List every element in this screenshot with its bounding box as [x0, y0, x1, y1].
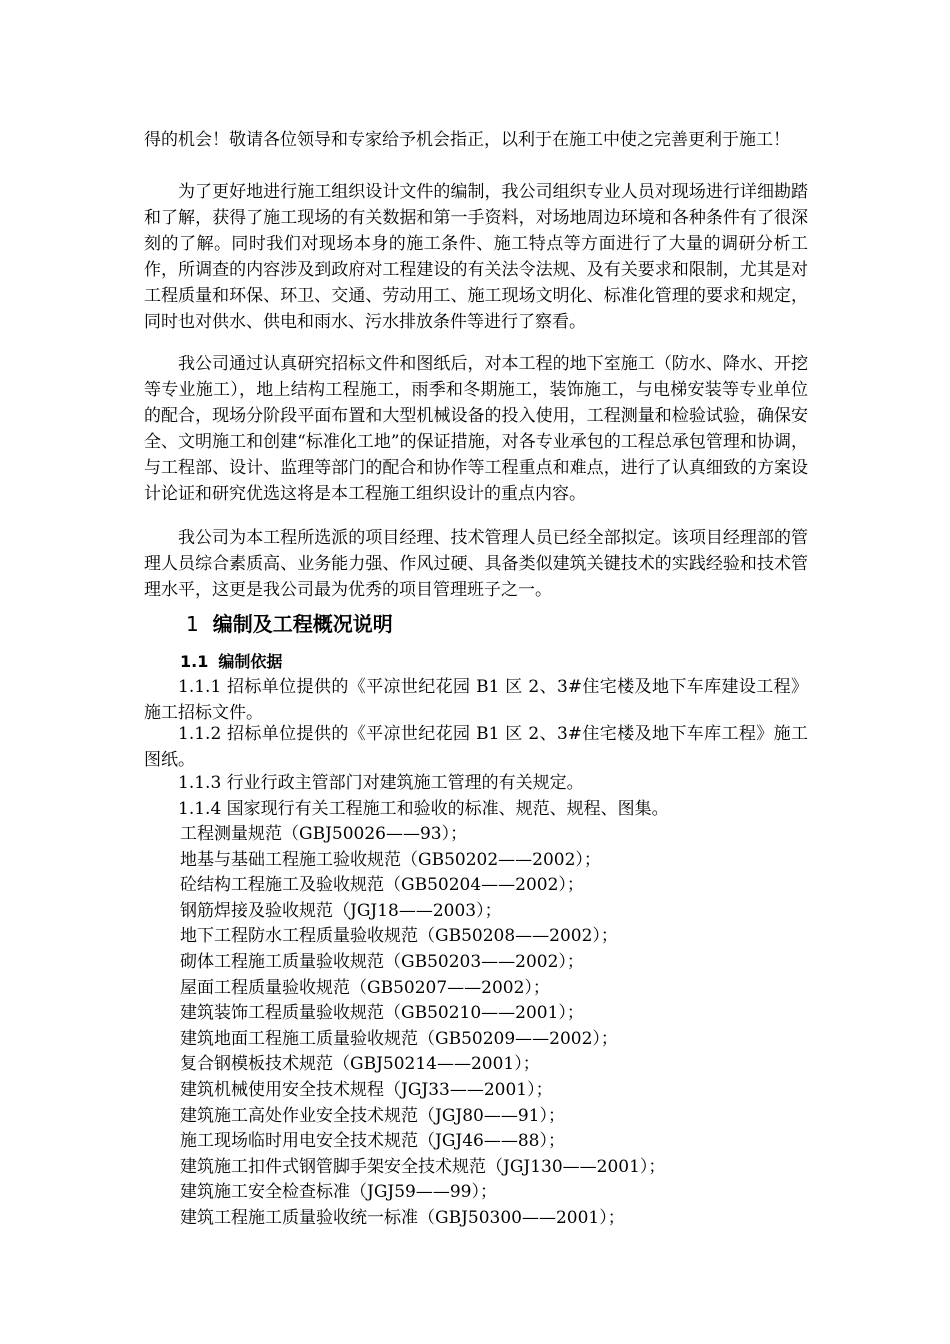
- subsection-title: 编制依据: [218, 652, 283, 671]
- section-number: 1: [186, 612, 199, 636]
- paragraph-project-team: 我公司为本工程所选派的项目经理、技术管理人员已经全部拟定。该项目经理部的管理人员综合素质高、业务能力强、作风过硬、具备类似建筑关键技术的实践经验和技术管理水平，这更是我公司最为优秀的项目管理班子之一。: [144, 528, 808, 600]
- list-item: 建筑施工扣件式钢管脚手架安全技术规范（JGJ130——2001）；: [180, 1156, 666, 1177]
- list-item: 地下工程防水工程质量验收规范（GB50208——2002）；: [180, 926, 618, 947]
- list-item: 建筑工程施工质量验收统一标准（GBJ50300——2001）；: [180, 1207, 625, 1228]
- paragraph-intro-end: 得的机会！敬请各位领导和专家给予机会指正，以利于在施工中使之完善更利于施工！: [144, 130, 790, 150]
- list-item: 施工现场临时用电安全技术规范（JGJ46——88）；: [180, 1131, 565, 1152]
- list-item: 砌体工程施工质量验收规范（GB50203——2002）；: [180, 951, 584, 972]
- list-item: 建筑装饰工程质量验收规范（GB50210——2001）；: [180, 1003, 584, 1024]
- subsection-heading: [180, 650, 282, 674]
- list-item: 地基与基础工程施工验收规范（GB50202——2002）；: [180, 849, 601, 870]
- basis-item-standards: 1.1.4 国家现行有关工程施工和验收的标准、规范、规程、图集。: [178, 799, 669, 819]
- paragraph-site-survey: 为了更好地进行施工组织设计文件的编制，我公司组织专业人员对现场进行详细勘踏和了解，获得了施工现场的有关数据和第一手资料，对场地周边环境和各种条件有了很深刻的了解。同时我们对现场本身的施工条件、施工特点等方面进行了大量的调研分析工作，所调查的内容涉及到政府对工程建设的有关法令法规、及有关要求和限制，尤其是对工程质量和环保、环卫、交通、劳动用工、施工现场文明化、标准化管理的要求和规定，同时也对供水、供电和雨水、污水排放条件等进行了察看。: [144, 182, 808, 332]
- paragraph-key-points: 我公司通过认真研究招标文件和图纸后，对本工程的地下室施工（防水、降水、开挖等专业施工），地上结构工程施工，雨季和冬期施工，装饰施工，与电梯安装等专业单位的配合，现场分阶段平面布置和大型机械设备的投入使用，工程测量和检验试验，确保安全、文明施工和创建“标准化工地”的保证措施，对各专业承包的工程总承包管理和协调，与工程部、设计、监理等部门的配合和协作等工程重点和难点，进行了认真细致的方案设计论证和研究优选这将是本工程施工组织设计的重点内容。: [144, 354, 808, 504]
- basis-item-regulations: 1.1.3 行业行政主管部门对建筑施工管理的有关规定。: [178, 773, 584, 793]
- list-item: 屋面工程质量验收规范（GB50207——2002）；: [180, 977, 550, 998]
- list-item: 钢筋焊接及验收规范（JGJ18——2003）；: [180, 900, 502, 921]
- section-heading: [186, 609, 393, 639]
- basis-item-tender-docs: 1.1.1 招标单位提供的《平凉世纪花园 B1 区 2、3#住宅楼及地下车库建设工程》施工招标文件。: [144, 677, 808, 723]
- subsection-number: 1.1: [180, 652, 209, 671]
- list-item: 砼结构工程施工及验收规范（GB50204——2002）；: [180, 875, 584, 896]
- list-item: 建筑施工高处作业安全技术规范（JGJ80——91）；: [180, 1105, 565, 1126]
- list-item: 工程测量规范（GBJ50026——93）；: [180, 824, 468, 844]
- list-item: 建筑地面工程施工质量验收规范（GB50209——2002）；: [180, 1028, 618, 1049]
- list-item: 复合钢模板技术规范（GBJ50214——2001）；: [180, 1054, 540, 1075]
- section-title: 编制及工程概况说明: [212, 612, 393, 636]
- basis-item-drawings: 1.1.2 招标单位提供的《平凉世纪花园 B1 区 2、3#住宅楼及地下车库工程》施工图纸。: [144, 724, 808, 770]
- list-item: 建筑施工安全检查标准（JGJ59——99）；: [180, 1182, 497, 1203]
- list-item: 建筑机械使用安全技术规程（JGJ33——2001）；: [180, 1079, 553, 1100]
- standards-list: [180, 822, 665, 1232]
